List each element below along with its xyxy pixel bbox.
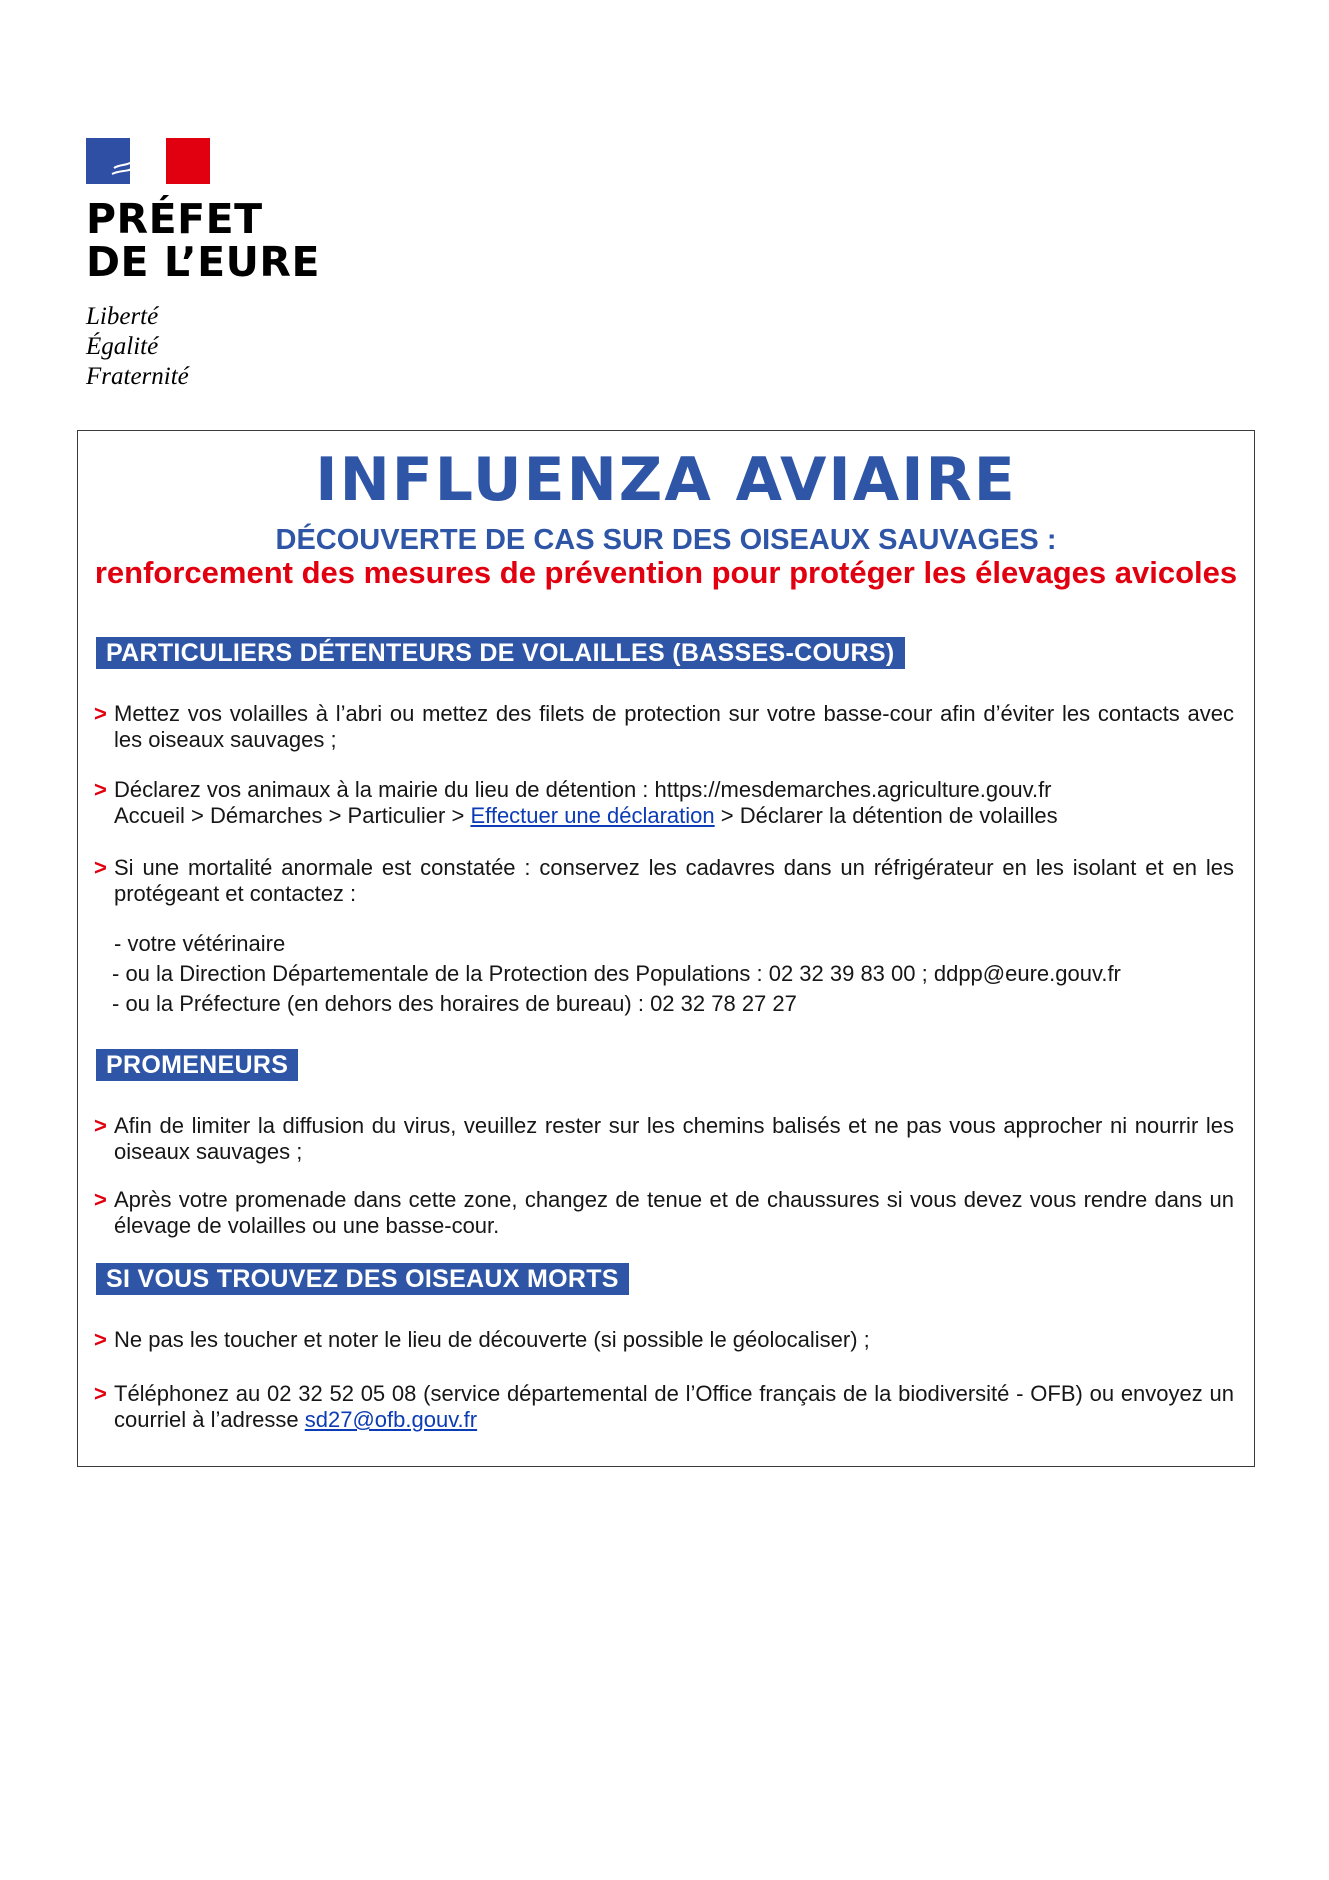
list-item	[94, 1113, 1234, 1165]
breadcrumb-suffix: > Déclarer la détention de volailles	[714, 803, 1058, 828]
motto-liberte: Liberté	[86, 303, 159, 330]
contact-ddpp: - ou la Direction Départementale de la Protection des Populations : 02 32 39 83 00 ; ddpp@eure.gouv.fr	[112, 961, 1121, 986]
motto-fraternite: Fraternité	[86, 363, 189, 390]
chevron-right-icon: >	[94, 855, 107, 880]
declaration-link[interactable]: Effectuer une déclaration	[470, 803, 715, 828]
list-item	[94, 1381, 1234, 1433]
motto-egalite: Égalité	[86, 333, 159, 360]
contact-veterinaire: - votre vétérinaire	[114, 931, 286, 956]
item-text: Ne pas les toucher et noter le lieu de découverte (si possible le géolocaliser) ;	[114, 1327, 870, 1352]
list-item	[94, 1327, 1234, 1353]
chevron-right-icon: >	[94, 777, 107, 802]
prefecture-name	[86, 195, 346, 286]
list-item	[94, 701, 1234, 753]
list-item	[94, 777, 1234, 829]
notice-subtitle-red: renforcement des mesures de prévention pour protéger les élevages avicoles	[94, 555, 1238, 590]
marianne-flag-icon	[86, 138, 210, 184]
list-item	[94, 1187, 1234, 1239]
republic-motto	[86, 302, 346, 392]
prefecture-logo	[86, 138, 346, 392]
chevron-right-icon: >	[94, 1113, 107, 1138]
section-heading-oiseaux-morts: SI VOUS TROUVEZ DES OISEAUX MORTS	[96, 1263, 629, 1295]
declaration-url-line: Déclarez vos animaux à la mairie du lieu de détention : https://mesdemarches.agriculture.gouv.fr	[114, 777, 1052, 802]
breadcrumb-prefix: Accueil > Démarches > Particulier >	[114, 803, 471, 828]
section-heading-particuliers: PARTICULIERS DÉTENTEURS DE VOLAILLES (BASSES-COURS)	[96, 637, 905, 669]
item-text: Si une mortalité anormale est constatée : conservez les cadavres dans un réfrigérateur en les isolant et en les protégeant et contactez :	[114, 855, 1234, 906]
notice-frame	[77, 430, 1255, 1467]
chevron-right-icon: >	[94, 1327, 107, 1352]
notice-subtitle: DÉCOUVERTE DE CAS SUR DES OISEAUX SAUVAGES :	[275, 524, 1057, 556]
item-text: Après votre promenade dans cette zone, changez de tenue et de chaussures si vous devez vous rendre dans un élevage de volailles ou une basse-cour.	[114, 1187, 1234, 1238]
contact-prefecture: - ou la Préfecture (en dehors des horaires de bureau) : 02 32 78 27 27	[112, 991, 797, 1016]
phone-instruction: Téléphonez au 02 32 52 05 08 (service départemental de l’Office français de la biodiversité - OFB) ou envoyez un courriel à l’adresse	[114, 1381, 1234, 1432]
ofb-email-link[interactable]: sd27@ofb.gouv.fr	[304, 1407, 478, 1432]
chevron-right-icon: >	[94, 1381, 107, 1406]
item-text: Mettez vos volailles à l’abri ou mettez des filets de protection sur votre basse-cour afin d’éviter les contacts avec les oiseaux sauvages ;	[114, 701, 1234, 752]
notice-title: INFLUENZA AVIAIRE	[315, 445, 1017, 515]
chevron-right-icon: >	[94, 1187, 107, 1212]
item-text: Afin de limiter la diffusion du virus, veuillez rester sur les chemins balisés et ne pas vous approcher ni nourrir les oiseaux sauvages ;	[114, 1113, 1234, 1164]
item-text	[114, 1381, 1234, 1433]
list-item	[94, 855, 1234, 907]
prefecture-name-line1: PRÉFET	[86, 195, 263, 243]
section-heading-promeneurs: PROMENEURS	[96, 1049, 298, 1081]
item-text	[114, 777, 1234, 829]
chevron-right-icon: >	[94, 701, 107, 726]
prefecture-name-line2: DE L’EURE	[86, 238, 320, 286]
